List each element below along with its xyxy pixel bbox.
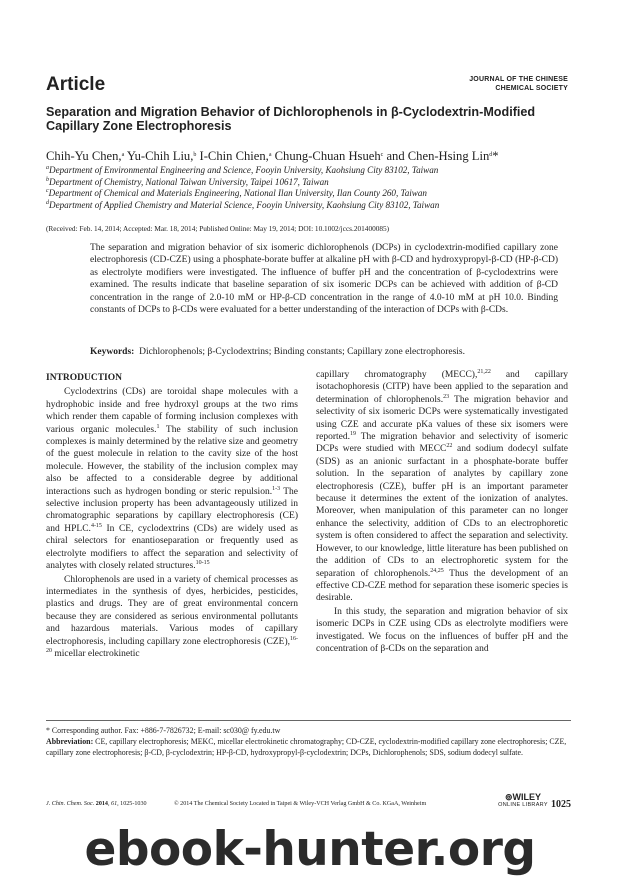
journal-name-line1: JOURNAL OF THE CHINESE xyxy=(469,76,568,83)
citation-year: 2014 xyxy=(94,801,108,807)
paragraph: In this study, the separation and migration behavior of six isomeric DCPs in CZE using CDs as electrolyte modifiers were investigated. We focus on the influences of buffer pH and the concentration of β-CDs on the separation and xyxy=(316,606,568,654)
paragraph: Chlorophenols are used in a variety of chemical processes as intermediates in the synthesis of dyes, herbicides, pesticides, plastics and drugs. They are of great environmental concern because they are considered as serious environmental pollutants and hazardous materials. Various modes of capillary electrophoresis, including capillary zone electrophoresis (CZE),$^{16-20}$ micellar electrokinetic xyxy=(46,574,298,659)
abstract: The separation and migration behavior of six isomeric dichlorophenols (DCPs) in cyclodextrin-modified capillary zone electrophoresis (CD-CZE) using a phosphate-borate buffer at alkaline pH with β-CD and hydroxypropyl-β-CD (HP-β-CD) as electrolyte modifiers were investigated. The influence of buffer pH and the concentration of β-cyclodextrins were examined. The results indicate that baseline separation of six isomeric DCPs can be achieved with addition of β-CD concentration in the range of 2.0-10 mM or HP-β-CD concentration in the range of 4.0-10 mM at pH 10.0. Binding constants of DCPs to β-CDs were evaluated for a better understanding of the interaction of DCPs with β-CDs. xyxy=(90,243,558,316)
paragraph: capillary chromatography (MECC),$^{21,22}$ and capillary isotachophoresis (CITP) have been applied to the separation and determination of chlorophenols.$^{23}$ The migration behavior and selectivity of six isomeric DCPs were systematically investigated using CZE and accurate pKa values of these six isomers were reported.$^{19}$ The migration behavior and selectivity of isomeric DCPs were studied with MECC$^{22}$ and sodium dodecyl sulfate (SDS) as an anionic surfactant in a phosphate-borate buffer solution. In the separation of analytes by capillary zone electrophoresis (CZE), buffer pH is an important parameter because it determines the extent of the ionization of analytes. Moreover, when manipulation of this parameter can no longer enhance the selectivity, addition of CDs to an electrophoretic system is often considered to affect the separation and selectivity. However, to our knowledge, little literature has been published on the addition of CDs to an electrophoretic system for the separation of chlorophenols.$^{24,25}$ Thus the development of an effective CD-CZE method for separation these isomeric species is desirable. xyxy=(316,369,569,604)
author-affiliation-mark: b xyxy=(193,152,197,158)
keywords-label: Keywords: xyxy=(90,347,135,357)
copyright-notice: © 2014 The Chemical Society Located in Taipei & Wiley-VCH Verlag GmbH & Co. KGaA, Weinheim xyxy=(174,801,427,807)
citation-pages: 1025-1030 xyxy=(118,801,147,807)
keywords-text: Dichlorophenols; β-Cyclodextrins; Binding constants; Capillary zone electrophoresis. xyxy=(139,347,466,357)
footnotes xyxy=(46,725,572,759)
affiliation-mark: d xyxy=(46,199,49,206)
citation xyxy=(46,801,147,807)
watermark-text: ebook-hunter.org xyxy=(84,822,536,877)
paper-title xyxy=(46,105,586,133)
corresponding-author-mark: * xyxy=(492,149,499,163)
author-name: I-Chin Chien, xyxy=(196,149,269,163)
wiley-logo-text: WILEY xyxy=(512,792,542,802)
wiley-logo-subtext: ONLINE LIBRARY xyxy=(498,802,548,808)
citation-ref: 4-15 xyxy=(90,522,102,529)
right-column xyxy=(316,369,568,655)
left-column xyxy=(46,372,298,660)
citation-ref: 10-15 xyxy=(195,560,210,567)
affiliation-text: Department of Chemistry, National Taiwan University, Taipei 10617, Taiwan xyxy=(49,176,329,187)
journal-name-line2: CHEMICAL SOCIETY xyxy=(495,85,568,92)
affiliation xyxy=(46,200,606,212)
author-list xyxy=(46,149,586,164)
keywords xyxy=(90,347,580,357)
affiliation-mark: b xyxy=(46,176,49,183)
abbreviation-note xyxy=(46,736,572,758)
author-name: and Chen-Hsing Lin xyxy=(383,149,490,163)
citation-ref: 24,25 xyxy=(430,567,444,574)
abbreviation-label: Abbreviation: xyxy=(46,737,94,747)
affiliation-mark: a xyxy=(46,165,49,171)
affiliation xyxy=(46,177,606,189)
citation-ref: 1 xyxy=(156,423,160,430)
page-footer xyxy=(46,793,572,813)
footnote-divider xyxy=(46,720,571,721)
citation-volume: , 61, xyxy=(107,801,119,807)
author-affiliation-mark: a xyxy=(121,152,125,158)
citation-journal: J. Chin. Chem. Soc. xyxy=(46,801,95,807)
author-affiliation-mark: c xyxy=(380,152,384,158)
paper-title-line2: Capillary Zone Electrophoresis xyxy=(46,119,232,133)
author-affiliation-mark: a xyxy=(268,152,272,158)
page-number: 1025 xyxy=(551,799,571,810)
author-name: Chung-Chuan Hsueh xyxy=(271,149,381,163)
affiliation-text: Department of Applied Chemistry and Material Science, Fooyin University, Kaohsiung City 83102, Taiwan xyxy=(49,199,440,210)
affiliation-text: Department of Environmental Engineering and Science, Fooyin University, Kaohsiung City 83102, Taiwan xyxy=(49,165,439,175)
journal-name xyxy=(408,75,568,93)
affiliation-mark: c xyxy=(46,188,49,194)
author-affiliation-mark: d xyxy=(489,152,493,158)
corresponding-author-note: * Corresponding author. Fax: +886-7-7826732; E-mail: sc030@ fy.edu.tw xyxy=(46,726,281,735)
copyright-circle-icon: ⊚ xyxy=(504,792,513,802)
citation-ref: 1-3 xyxy=(272,485,281,492)
citation-ref: 19 xyxy=(350,431,357,438)
citation-ref: 21,22 xyxy=(477,369,491,375)
publication-dates: (Received: Feb. 14, 2014; Accepted: Mar. 18, 2014; Published Online: May 19, 2014; DOI: 10.1002/jccs.201400085) xyxy=(46,224,390,233)
paragraph: Cyclodextrins (CDs) are toroidal shape molecules with a hydrophobic inside and free hydroxyl groups at the two rims which render them capable of forming inclusion complexes with various organic molecules.$^1$ The stability of such inclusion complexes is mainly determined by the relative size and geometry of the guest molecule in relation to the cavity size of the host molecule. However, the stability of the inclusion complex may also be affected to a considerable degree by additional interactions such as hydrogen bonding or steric repulsion.$^{1-3}$ The selective inclusion property has been advantageously utilized in chromatographic separations by capillary electrophoresis (CE) and HPLC.$^{4-15}$ In CE, cyclodextrins (CDs) are widely used as chiral selectors for enantioseparation or frequently used as electrolyte modifiers to affect the separation and selectivity of analytes with closely related structures.$^{10-15}$ xyxy=(46,387,299,572)
citation-ref: 22 xyxy=(446,443,453,450)
citation-ref: 23 xyxy=(443,393,450,400)
affiliation xyxy=(46,165,606,177)
affiliation xyxy=(46,188,606,200)
author-name: Yu-Chih Liu, xyxy=(124,149,194,163)
section-heading-introduction: INTRODUCTION xyxy=(46,373,123,383)
affiliation-text: Department of Chemical and Materials Engineering, National Ilan University, Ilan County 260, Taiwan xyxy=(48,188,427,198)
author-name: Chih-Yu Chen, xyxy=(46,149,122,163)
paper-title-line1: Separation and Migration Behavior of Dichlorophenols in β-Cyclodextrin-Modified xyxy=(46,105,536,119)
citation-ref: 16-20 xyxy=(46,635,298,654)
affiliation-list xyxy=(46,165,606,211)
article-type-label: Article xyxy=(46,74,106,95)
abbreviation-text: CE, capillary electrophoresis; MEKC, micellar electrokinetic chromatography; CD-CZE, cyclodextrin-modified capillary zone electrophoresis; CZE, capillary zone electrophoresis; β-CD, β-cyclodextrin; HP-β-CD, hydroxypropyl-β-cyclodextrin; DCPs, Dichlorophenols; SDS, sodium dodecyl sulfate. xyxy=(46,737,567,758)
